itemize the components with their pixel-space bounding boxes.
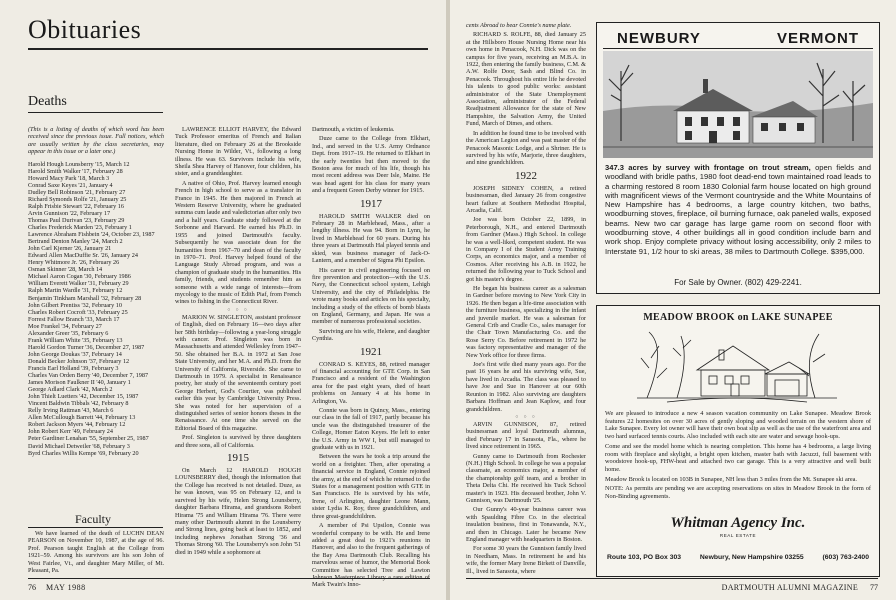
death-entry: Edward Allen MacDuffie Sr. '26, January 24 <box>28 252 138 260</box>
death-entry: John Gilbert Prentiss '32, February 10 <box>28 301 122 309</box>
footer-left <box>28 583 86 592</box>
obit-keyes-end: cents Abroad to bear Connie's name plate. <box>466 22 572 29</box>
class-year-heading: 1922 <box>515 169 537 182</box>
obit-keyes-p2: Connie was born in Quincy, Mass., entering our class in the fall of 1917, partly because his uncle was the distinguished treasurer of the College, Homer Eaton Keyes. He left to enter the U.S. Army in WW I, but still managed to graduate with us in 1921. <box>312 407 430 452</box>
ad2-paragraph: Come and see the model home which is nearing completion. This home has 4 bedrooms, a large living room with fireplace and skylight, a bright open kitchen, master bath with Jacuzzi, full basement with woodstove hook-up, FHW-heat and attached two car garage. This is a very attractive and well built home. <box>605 442 871 473</box>
obit-gunnison-p4: For some 30 years the Gunnison family lived in Needham, Mass. In retirement he and his wife, the former Mary Irene Birkett of Danville, Ill., lived in Sarasota, where <box>466 545 586 575</box>
death-entry: Charles Frederick Marden '23, February 1 <box>28 224 132 232</box>
ad-header <box>603 28 873 49</box>
faculty-text <box>28 530 164 576</box>
agency-city: Newbury, New Hampshire 03255 <box>699 554 804 561</box>
class-year-heading: 1915 <box>227 452 249 465</box>
ad-town-left: NEWBURY <box>617 30 701 47</box>
death-entry: Vincent Baldwin Tibbals '42, February 8 <box>28 400 129 408</box>
footer-rule-left <box>28 578 430 579</box>
death-entry: Benjamin Tinkham Marshall '32, February 28 <box>28 294 142 302</box>
footer-rule-right <box>466 578 878 579</box>
ad-copy <box>605 163 871 256</box>
death-entry: Harold Gordon Turner '36, December 27, 1987 <box>28 343 145 351</box>
meadow-brook-ad <box>596 305 880 577</box>
agency-address: Route 103, PO Box 303 <box>607 554 682 561</box>
obit-harvey-p2: A native of Ohio, Prof. Harvey learned enough French in high school to serve as a translator in France in 1945. He then majored in French at Western Reserve University, where he graduated summa cum laude and valedictorian after only two and a half years. Graduate study followed at the Sorbonne and Harvard. He earned his Ph.D. in 1955 and joined Dartmouth's faculty. Subsequently he was associate dean for the humanities from 1967–70 and dean of the faculty in 1970–71. Prof. Harvey helped found of the Language Study Abroad program, and was a champion of graduate study in the humanities. His family, friends, and students remember him as someone with a wide range of interests—from mycology to the music of Edith Piaf, from French wines to fishing in the Connecticut River. <box>175 179 301 306</box>
death-entry: Relly Irving Rattman '43, March 6 <box>28 407 114 415</box>
death-entry: Byrd Charles Willis Kempe '69, February 20 <box>28 449 139 457</box>
subsection-title: Deaths <box>28 94 67 109</box>
title-rule <box>28 48 428 50</box>
farmhouse-photo <box>603 51 873 158</box>
death-entry: Michael Aaron Cogan '30, February 1986 <box>28 273 131 281</box>
obit-cohen-p4: Joe's first wife died many years ago. For the past 16 years he and his surviving wife, Sue, have lived in Arcadia. The class was pleased to have Joe and Sue in Hanover at our 60th Reunion in 1982. Also surviving are daughters Barbara Hoffman and Jean Kaplow, and four grandchildren. <box>466 361 586 413</box>
obit-singleton-p2: Prof. Singleton is survived by three daughters and three sons, all of California. <box>175 434 301 449</box>
death-entry: Richard Symonds Rolfe '21, January 25 <box>28 195 127 203</box>
ad-headline: 347.3 acres by survey with frontage on trout stream, <box>605 163 811 172</box>
faculty-rule <box>28 527 163 528</box>
house-drawing <box>637 328 837 404</box>
death-entry: Lawrence Abraham Fishbein '24, October 23, 1987 <box>28 231 155 239</box>
deaths-rule <box>28 112 163 113</box>
agency-contact <box>607 554 869 561</box>
agency-name: Whitman Agency Inc. <box>670 515 806 531</box>
death-entry: Bertrand Denton Manley '24, March 2 <box>28 238 123 246</box>
obit-cohen-p3: He began his business career as a salesman in Gardner before moving to New York City in 1926. He then began a life-time association with the furniture business, specializing in the infant and juvenile market. He was a salesman for General Crib and Cradle Co., sales manager for the Chair Town Manufacturing Co. and the Rose Serry Co. Before retirement in 1972 he was factory representative and manager of the New York office for three firms. <box>466 285 586 359</box>
obit-column-4 <box>466 22 586 577</box>
death-entry: Ralph Frisbie Stewart '22, February 16 <box>28 202 124 210</box>
death-entry: Ralph Martin Wardle '31, February 12 <box>28 287 123 295</box>
agency-phone: (603) 763-2400 <box>822 554 869 561</box>
obit-walker-p1: HAROLD SMITH WALKER died on February 28 in Marblehead, Mass., after a lengthy illness. He was 94. Born in Lynn, he lived in Marblehead for 60 years. During his three years at Dartmouth Hal played tennis and skied, was business manager of Jack-O-Lantern, and a member of Sigma Phi Epsilon. <box>312 212 430 265</box>
obit-harvey-p1: LAWRENCE ELLIOT HARVEY, the Edward Tuck Professor emeritus of French and Italian literature, died on February 26 at the Brookside Nursing Home in Wilder, Vt., following a long illness. He was 63. Survivors include his wife, Sheila Shea Harvey of Hanover, four children, his sister, and a granddaughter. <box>175 126 301 178</box>
class-year-heading: 1921 <box>360 345 382 358</box>
death-entry: Harold Hough Lounsberry '15, March 12 <box>28 160 130 168</box>
ad-contact: For Sale by Owner. (802) 429-2241. <box>674 278 802 287</box>
deaths-column <box>28 126 164 457</box>
ad2-copy <box>605 410 871 501</box>
death-entry: Harold Smith Walker '17, February 28 <box>28 167 123 175</box>
obit-keyes-p3: Between the wars he took a trip around the world on a freighter. Then, after operating a financial service in England, Connie rejoined the army, at the end of which he returned to the States for a management position with GTE in San Francisco. He is survived by his wife, Irene, of Arlington, daughter Leone Mann, sister Lydia K. Roy, three grandchildren, and three great-grandchildren. <box>312 453 430 520</box>
death-entry: Arvin Gunnison '22, February 17 <box>28 209 111 217</box>
death-entry: George Adlard Clark '42, March 2 <box>28 386 113 394</box>
class-year-heading: 1917 <box>360 197 382 210</box>
death-entry: Peter Gardiner Lenahan '55, September 25, 1987 <box>28 435 149 443</box>
death-entry: Charles Van Orden Berry '40, December 7, 1987 <box>28 372 149 380</box>
faculty-paragraph: We have learned of the death of LUCHN DEAN PEARSON on November 10, 1987, at the age of 96. Prof. Pearson taught English at the College from 1921–59. Among his survivors are his son John of West Fairlee, Vt., and daughter Mary Miller, of Mt. Pleasant, Pa. <box>28 530 164 575</box>
death-entry: John Carl Kjerner '26, January 21 <box>28 245 112 253</box>
death-entry: Forrest Fallow Branch '33, March 17 <box>28 315 120 323</box>
page-number-right: 77 <box>870 583 878 592</box>
page-number-left: 76 <box>28 583 36 592</box>
death-entry: Frank William White '35, February 13 <box>28 336 123 344</box>
death-entry: Moe Frankel '34, February 27 <box>28 322 102 330</box>
newbury-ad <box>596 22 880 294</box>
obit-column-3 <box>312 126 430 591</box>
death-entry: Conrad Saxe Keyes '21, January 4 <box>28 181 113 189</box>
death-entry: David Michael Detweiler '68, February 3 <box>28 442 130 450</box>
obit-cohen-p2: Joe was born October 22, 1899, in Peterborough, N.H., and entered Dartmouth from Gardner (Mass.) High School. In college he was a well-liked, competent student. He was in Company I of the Student Army Training Corps, an economics major, and a member of Cosmos. After receiving his A.B. in 1922, he returned the following year to Tuck School and got his master's degree. <box>466 216 586 283</box>
ad2-paragraph: We are pleased to introduce a new 4 season vacation community on Lake Sunapee. Meadow Brook features 22 homesites on over 30 acres of gently sloping and wooded terrain on the western shore of Lake Sunapee. Every lot owner will have their own boat slip as well as the use of the waterfront area and two hard surfaced tennis courts. Also included with each site are water and sewage hook-ups. <box>605 410 871 441</box>
death-entry: Donald Becker Johnson '37, February 12 <box>28 357 130 365</box>
death-entry: William Everett Walker '31, February 29 <box>28 280 129 288</box>
magazine-name: DARTMOUTH ALUMNI MAGAZINE <box>721 583 858 592</box>
death-entry: Francis Earl Holland '39, February 3 <box>28 364 119 372</box>
obit-column-2 <box>175 126 301 558</box>
obit-lounsberry-p1: On March 12 HAROLD HOUGH LOUNSBERRY died, though the information that the College has received is not detailed. Duze, as he was known, was 95 on February 12, and is survived by his wife, Helen Strong Lounsberry, daughter Barbara Hirama, and grandsons Robert Hirama '75 and William Hirama '76. There were many other Dartmouth alumni in the Lounsberry and Strong lines, going back at least to 1852, and including nephews Jonathan Strong '36 and Thomas Strong '60. The Lounsberry's son John '51 died in 1949 while a sophomore at <box>175 467 301 556</box>
obit-keyes-p1: CONRAD S. KEYES, 88, retired manager of financial accounting for GTE Corp. in San Francisco and a resident of the Washington area for the past eight years, died of heart problems on January 4 at his home in Arlington, Va. <box>312 360 430 405</box>
death-entry: John Thielt Luetters '42, December 15, 1987 <box>28 393 139 401</box>
death-entry: Alexander Greer '35, February 6 <box>28 329 109 337</box>
separator: ○ ○ ○ <box>227 307 249 313</box>
obit-gunnison-p1: ARVIN GUNNISON, 87, retired businessman and loyal Dartmouth alumnus, died February 17 in Sarasota, Fla., where he lived since retirement in 1965. <box>466 420 586 451</box>
death-entry: Thomas Paul Durivan '23, February 29 <box>28 217 125 224</box>
footer-right <box>700 583 878 592</box>
death-entry: Henry Whitmore Jr. '26, February 26 <box>28 259 120 267</box>
obit-walker-p2: His career in civil engineering focused on fire prevention and protection—with the U.S. Navy, the Connecticut school system, Lehigh University, and the city of Philadelphia. He wrote many books and articles on his specialty, including a study of the effects of bomb blasts on England, Germany, and Japan. He was a member of numerous professional societies. <box>312 266 430 326</box>
obit-walker-p3: Surviving are his wife, Helene, and daughter Cynthia. <box>312 327 430 343</box>
death-entry: Allen McCullough Barrett '44, February 13 <box>28 414 136 422</box>
deaths-intro: (This is a listing of deaths of which word has been received since the previous issue. Full notices, which are usually written by the class secretaries, may appear in this issue or a later one.) <box>28 126 164 156</box>
faculty-heading: Faculty <box>75 512 111 526</box>
death-entry: Howard Macy Park '18, March 3 <box>28 174 110 182</box>
obit-gunnison-p2: Gunny came to Dartmouth from Rochester (N.H.) High School. In college he was a popular classmate, an economics major, a member of the championship golf team, and a brother in Theta Delta Chi. He received his Tuck School master's in 1923. His deceased brother, John V. Gunnison, was Dartmouth '25. <box>466 452 586 504</box>
obit-gunnison-p3: Our Gunny's 40-year business career was with Spaulding Fibre Co. in the electrical insulation business, first in Tonawanda, N.Y., and then in Chicago. Later he became New England manager with headquarters in Boston. <box>466 506 586 543</box>
agency-sub: REAL ESTATE <box>719 533 757 538</box>
issue-date: MAY 1988 <box>46 583 86 592</box>
ad2-paragraph: NOTE: As permits are pending we are accepting reservations on sites in Meadow Brook in the form of Non-Binding agreements. <box>605 485 871 501</box>
obit-keyes-p4: A member of Psi Upsilon, Connie was wonderful company to be with. He and Irene added a great deal to 1921's reunions in Hanover, and also to the frequent gatherings of the Bay Area Dartmouth Club. Recalling his marvelous sense of humor, the Memorial Book Committee has selected Tree and Lawton Mark Twain's Inno- <box>312 522 430 589</box>
death-entry: Dudley Bell Robinson '21, February 27 <box>28 188 126 196</box>
death-entry: Osman Skinner '28, March 14 <box>28 266 103 274</box>
section-title: Obituaries <box>28 15 142 44</box>
death-entry: Robert Jackson Myers '44, February 12 <box>28 421 126 429</box>
death-entry: John Robert Kerr '49, February 24 <box>28 428 113 436</box>
obit-singleton-p1: MARION W. SINGLETON, assistant professor of English, died on February 16—two days after her 58th birthday—following a year-long struggle with cancer. Prof. Singleton was born in Massachusetts and attended Wellesley from 1947–50. She obtained her B.A. in 1972 at San Jose State University, and her M.A. and Ph.D. from the University of California, Riverside. She came to Dartmouth in 1979. A specialist in Renaissance poetry, her study of the seventeenth century poet George Herbert, God's Courtier, was published earlier this year by Cambridge University Press. She was noted for her supervision of a distinguished series of senior honors theses in the Renaissance. At one time she served on the Editorial Board of this magazine. <box>175 313 301 432</box>
death-entry: James Morison Faulkner II '40, January 1 <box>28 379 131 387</box>
death-entry: John George Doukas '37, February 14 <box>28 350 122 358</box>
obit-rolfe-p2: In addition he found time to be involved with the American Legion and was past master of the Penacook Masonic Lodge, and a Shriner. He is survived by his wife, Marjorie, three daughters, and nine grandchildren. <box>466 129 586 167</box>
obit-lounsberry-p2: Dartmouth, a victim of leukemia. <box>312 126 395 133</box>
ad2-title: MEADOW BROOK on LAKE SUNAPEE <box>643 312 833 323</box>
ad-town-right: VERMONT <box>777 30 859 47</box>
separator: ○ ○ ○ <box>515 414 537 420</box>
ad-body: open fields and woodland with bridle paths, 1980 foot dead-end town maintained road leads to a charming restored 8 room 1830 Colonial farm house located on high ground with magnificent views of the Vermont countryside and the White Mountains of New Hampshire has 4 bedrooms, a large country kitchen, two baths, woodburning stoves, fireplace, oil burning furnace, oak paneled walls, exposed beams. New two car garage has large game room on second floor with woodburning stove, 4 other buildings all in good condition include barn and work shop. Enjoy complete privacy without losing accessibility, only 2 miles to Interstate 91, 1/2 hour to ski areas, 38 miles to Dartmouth College. $395,000. <box>605 163 871 256</box>
obit-cohen-p1: JOSEPH SIDNEY COHEN, a retired businessman, died January 26 from congestive heart failure at Southern Methodist Hospital, Arcadia, Calif. <box>466 184 586 214</box>
obit-lounsberry-p3: Duze came to the College from Elkhart, Ind., and served in the U.S. Army Ordnance Dept. from 1917–19. He returned to Elkhart in the early twenties but then moved to the Boston area for much of his life, though his most recent address was Deer Isle, Maine. He was head agent for his class for many years and a frequent Green Derby winner for 1915. <box>312 135 430 195</box>
obit-rolfe-p1: RICHARD S. ROLFE, 88, died January 25 at the Hillsboro House Nursing Home near his own home in Penacook, N.H. Dick was on the campus for five years, receiving an M.B.A. in 1922, then entering the family business, C.M. & A.W. Rolfe Door, Sash and Blind Co. in Penacook. Throughout his entire life he devoted his talents to good public works: assistant administrator of the State Unemployment Association, administrator of the Federal Readjustment Allowance for the state of New Hampshire, the Salvation Army, the United Fund, March of Dimes, and others. <box>466 31 586 128</box>
ad2-paragraph: Meadow Brook is located on 103B in Sunapee, NH less than 3 miles from the Mt. Sunapee ski area. <box>605 475 858 483</box>
deaths-list <box>28 161 164 457</box>
death-entry: Charles Robert Cocroft '33, February 25 <box>28 308 128 316</box>
